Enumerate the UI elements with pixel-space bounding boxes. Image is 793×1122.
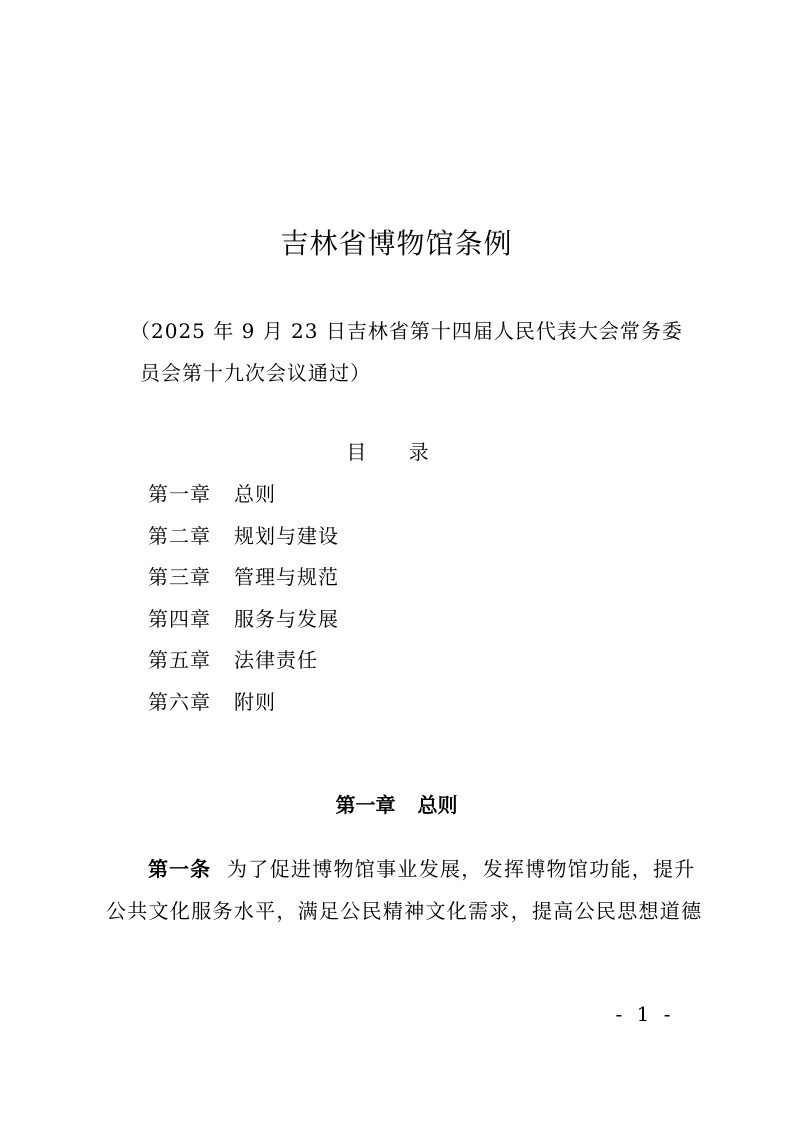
toc-chapter-number: 第六章 — [148, 689, 211, 714]
toc-chapter-title: 总则 — [234, 482, 276, 506]
toc-chapter-title: 管理与规范 — [234, 565, 339, 589]
toc-chapter-number: 第四章 — [148, 606, 211, 631]
article-text-line-2: 公共文化服务水平，满足公民精神文化需求，提高公民思想道德 — [106, 899, 703, 923]
toc-item — [148, 685, 339, 727]
toc-chapter-title: 附则 — [234, 689, 276, 714]
toc-chapter-number: 第二章 — [148, 523, 211, 548]
toc-chapter-number: 第一章 — [148, 482, 211, 506]
toc-item — [148, 643, 339, 685]
adoption-note-line-1: （2025 年 9 月 23 日吉林省第十四届人民代表大会常务委 — [130, 319, 683, 343]
toc-chapter-title: 规划与建设 — [234, 523, 339, 548]
article-text-line-1: 为了促进博物馆事业发展，发挥博物馆功能，提升 — [227, 857, 696, 881]
page-number: - 1 - — [615, 1002, 675, 1026]
table-of-contents — [148, 477, 339, 726]
toc-chapter-title: 法律责任 — [234, 648, 318, 672]
toc-heading: 目 录 — [346, 440, 447, 464]
toc-chapter-number: 第五章 — [148, 648, 211, 672]
adoption-note-line-2: 员会第十九次会议通过） — [140, 361, 371, 385]
article-paragraph — [106, 848, 706, 932]
chapter-heading — [0, 790, 793, 820]
toc-item — [148, 602, 339, 644]
article-number: 第一条 — [148, 857, 211, 881]
chapter-heading-number: 第一章 — [335, 793, 396, 817]
toc-chapter-title: 服务与发展 — [234, 606, 339, 631]
toc-item — [148, 519, 339, 561]
adoption-note — [130, 310, 690, 394]
article-first-line — [106, 848, 706, 890]
chapter-heading-title: 总则 — [417, 793, 458, 817]
toc-chapter-number: 第三章 — [148, 565, 211, 589]
document-title: 吉林省博物馆条例 — [280, 227, 513, 260]
toc-item — [148, 477, 339, 519]
toc-item — [148, 560, 339, 602]
